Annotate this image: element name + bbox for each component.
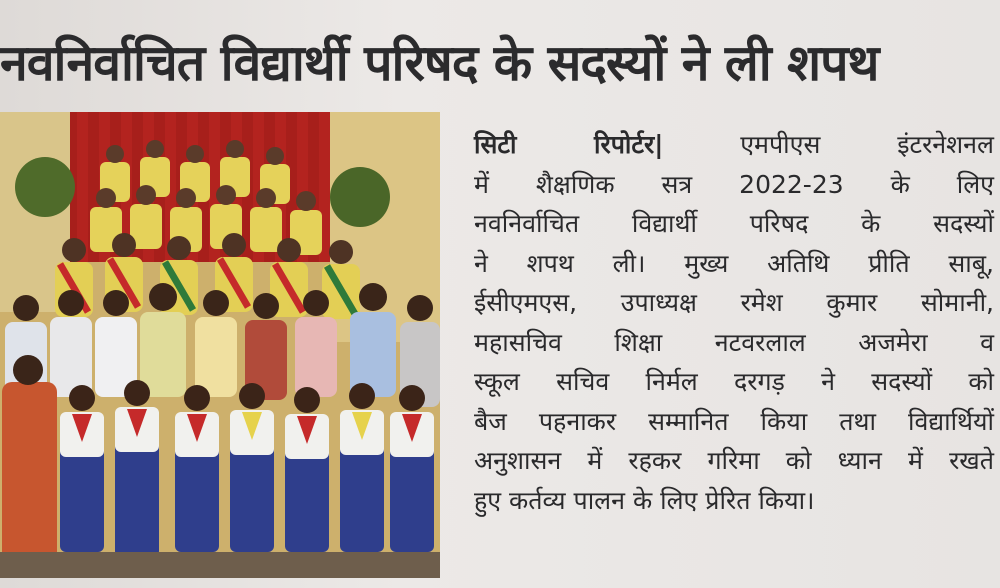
group-photo-illustration — [0, 112, 440, 578]
article-line-4: ने शपथ ली। मुख्य अतिथि प्रीति साबू, — [474, 248, 994, 278]
article-line-1 — [474, 125, 994, 165]
article-line-6: महासचिव शिक्षा नटवरलाल अजमेरा व — [474, 327, 994, 357]
article-line-9: अनुशासन में रहकर गरिमा को ध्यान में रखते — [474, 446, 994, 475]
headline: नवनिर्वाचित विद्यार्थी परिषद के सदस्यों ने ली शपथ — [0, 34, 879, 92]
article-line-8: बैज पहनाकर सम्मानित किया तथा विद्यार्थियों — [474, 406, 994, 436]
article-line-10: हुए कर्तव्य पालन के लिए प्रेरित किया। — [474, 485, 815, 515]
article-line-2: में शैक्षणिक सत्र 2022-23 के लिए — [474, 169, 994, 199]
article-line-3: नवनिर्वाचित विद्यार्थी परिषद के सदस्यों — [474, 209, 994, 238]
byline: सिटी रिपोर्टर| — [474, 130, 664, 159]
article-line-1-text: एमपीएस इंटरनेशनल — [663, 130, 994, 159]
group-photo — [0, 112, 440, 578]
article-line-7: स्कूल सचिव निर्मल दरगड़ ने सदस्यों को — [474, 367, 994, 396]
article-line-5: ईसीएमएस, उपाध्यक्ष रमेश कुमार सोमानी, — [474, 288, 994, 317]
article-body — [474, 125, 994, 520]
